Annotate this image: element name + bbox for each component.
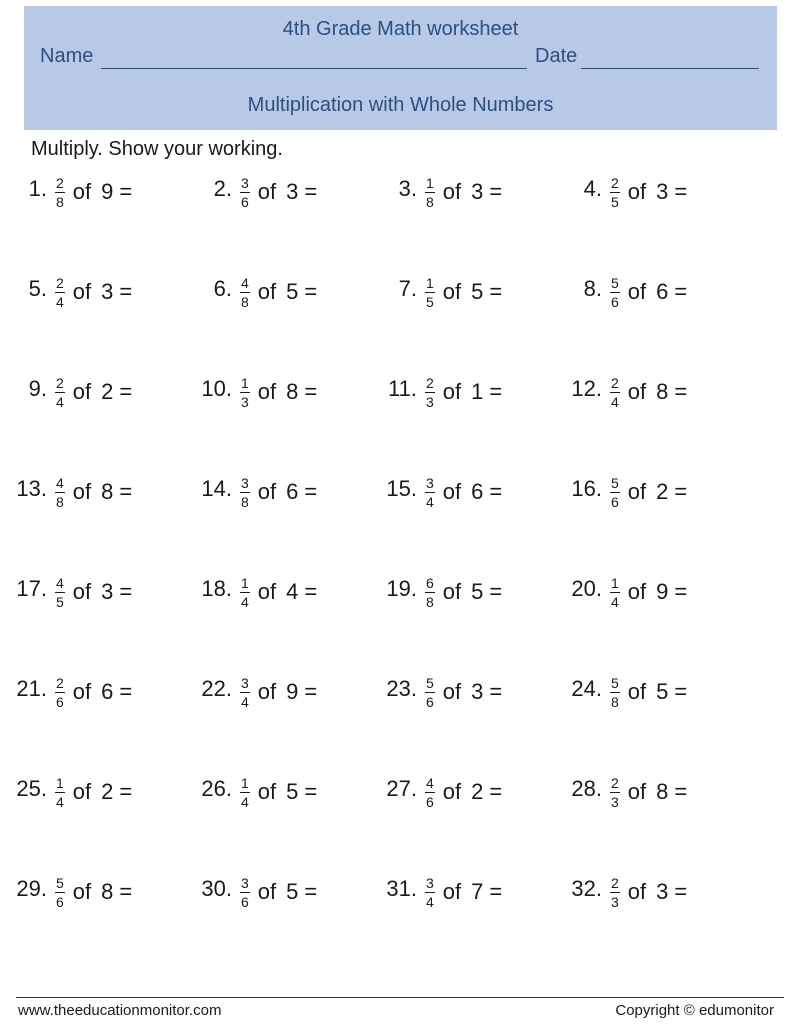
fraction-denominator: 3: [611, 793, 619, 810]
equals-sign: =: [489, 779, 503, 804]
problem-number: 19.: [386, 576, 417, 601]
problem-25: [0, 772, 132, 812]
of-word: of: [442, 479, 462, 504]
fraction-numerator: 1: [611, 574, 619, 591]
equals-sign: =: [489, 879, 503, 904]
problem-number: 3.: [398, 176, 417, 201]
problem-number: 4.: [583, 176, 602, 201]
problem-15: [370, 472, 502, 512]
whole-number: 7: [471, 879, 484, 904]
problem-number: 25.: [16, 776, 47, 801]
fraction: [610, 276, 620, 309]
equals-sign: =: [489, 679, 503, 704]
fraction-numerator: 2: [56, 174, 64, 191]
whole-number: 3: [101, 579, 114, 604]
equals-sign: =: [489, 479, 503, 504]
fraction-numerator: 4: [56, 474, 64, 491]
whole-number: 8: [656, 779, 669, 804]
of-word: of: [442, 579, 462, 604]
problem-5: [0, 272, 132, 312]
fraction-numerator: 2: [56, 274, 64, 291]
fraction-denominator: 4: [426, 893, 434, 910]
fraction-denominator: 6: [426, 693, 434, 710]
problem-22: [185, 672, 317, 712]
problem-number: 1.: [28, 176, 47, 201]
equals-sign: =: [304, 779, 318, 804]
problem-number: 27.: [386, 776, 417, 801]
of-word: of: [627, 779, 647, 804]
fraction-denominator: 4: [241, 693, 249, 710]
fraction-denominator: 5: [426, 293, 434, 310]
whole-number: 8: [101, 879, 114, 904]
problem-number: 7.: [398, 276, 417, 301]
whole-number: 5: [471, 279, 484, 304]
problem-27: [370, 772, 502, 812]
whole-number: 2: [101, 779, 114, 804]
whole-number: 6: [656, 279, 669, 304]
fraction: [425, 476, 435, 509]
whole-number: 9: [101, 179, 114, 204]
fraction: [610, 776, 620, 809]
of-word: of: [72, 179, 92, 204]
of-word: of: [72, 479, 92, 504]
equals-sign: =: [674, 179, 688, 204]
of-word: of: [627, 279, 647, 304]
equals-sign: =: [489, 379, 503, 404]
date-label: Date: [535, 45, 578, 67]
equals-sign: =: [304, 679, 318, 704]
fraction: [610, 376, 620, 409]
fraction-denominator: 4: [426, 493, 434, 510]
problem-3: [370, 172, 502, 212]
problem-number: 11.: [388, 376, 417, 401]
fraction-denominator: 6: [611, 493, 619, 510]
of-word: of: [627, 379, 647, 404]
problem-11: [370, 372, 502, 412]
fraction: [610, 476, 620, 509]
equals-sign: =: [119, 479, 133, 504]
whole-number: 3: [101, 279, 114, 304]
fraction-denominator: 5: [56, 593, 64, 610]
equals-sign: =: [119, 779, 133, 804]
fraction-numerator: 5: [611, 274, 619, 291]
problem-20: [555, 572, 687, 612]
fraction-numerator: 1: [241, 574, 249, 591]
fraction: [55, 176, 65, 209]
problem-9: [0, 372, 132, 412]
whole-number: 3: [471, 179, 484, 204]
problem-18: [185, 572, 317, 612]
fraction-numerator: 2: [56, 674, 64, 691]
fraction-denominator: 4: [241, 593, 249, 610]
fraction-denominator: 4: [56, 293, 64, 310]
equals-sign: =: [304, 379, 318, 404]
problem-28: [555, 772, 687, 812]
fraction: [610, 676, 620, 709]
equals-sign: =: [119, 879, 133, 904]
fraction: [425, 276, 435, 309]
problem-32: [555, 872, 687, 912]
fraction: [240, 576, 250, 609]
fraction: [425, 776, 435, 809]
fraction-numerator: 4: [426, 774, 434, 791]
problem-30: [185, 872, 317, 912]
problem-number: 26.: [201, 776, 232, 801]
problem-17: [0, 572, 132, 612]
fraction-numerator: 2: [611, 774, 619, 791]
problem-number: 10.: [201, 376, 232, 401]
fraction: [425, 676, 435, 709]
problem-number: 6.: [213, 276, 232, 301]
equals-sign: =: [674, 379, 688, 404]
footer-copyright: Copyright © edumonitor: [615, 1002, 774, 1019]
whole-number: 6: [101, 679, 114, 704]
equals-sign: =: [674, 679, 688, 704]
fraction: [55, 376, 65, 409]
fraction-denominator: 8: [56, 193, 64, 210]
problem-29: [0, 872, 132, 912]
fraction-numerator: 3: [241, 174, 249, 191]
fraction-denominator: 6: [56, 893, 64, 910]
fraction-numerator: 1: [426, 274, 434, 291]
fraction: [425, 376, 435, 409]
of-word: of: [442, 779, 462, 804]
whole-number: 5: [656, 679, 669, 704]
whole-number: 9: [286, 679, 299, 704]
problem-number: 30.: [201, 876, 232, 901]
fraction-numerator: 3: [241, 674, 249, 691]
whole-number: 2: [656, 479, 669, 504]
of-word: of: [72, 279, 92, 304]
fraction-denominator: 6: [611, 293, 619, 310]
of-word: of: [442, 279, 462, 304]
equals-sign: =: [119, 279, 133, 304]
problem-number: 24.: [571, 676, 602, 701]
whole-number: 5: [471, 579, 484, 604]
problem-26: [185, 772, 317, 812]
fraction: [240, 776, 250, 809]
equals-sign: =: [304, 279, 318, 304]
name-label: Name: [40, 45, 94, 67]
fraction-numerator: 5: [56, 874, 64, 891]
fraction-denominator: 6: [56, 693, 64, 710]
whole-number: 6: [286, 479, 299, 504]
instructions: Multiply. Show your working.: [31, 138, 283, 160]
fraction: [55, 876, 65, 909]
fraction: [55, 676, 65, 709]
fraction-numerator: 3: [426, 874, 434, 891]
whole-number: 3: [286, 179, 299, 204]
fraction-denominator: 8: [426, 193, 434, 210]
problem-number: 9.: [28, 376, 47, 401]
of-word: of: [627, 579, 647, 604]
problem-23: [370, 672, 502, 712]
fraction: [55, 476, 65, 509]
whole-number: 2: [471, 779, 484, 804]
fraction: [240, 476, 250, 509]
problem-number: 23.: [386, 676, 417, 701]
fraction-numerator: 2: [611, 874, 619, 891]
fraction-denominator: 8: [241, 293, 249, 310]
fraction: [610, 876, 620, 909]
of-word: of: [257, 679, 277, 704]
of-word: of: [627, 479, 647, 504]
fraction-numerator: 5: [426, 674, 434, 691]
equals-sign: =: [489, 179, 503, 204]
fraction-denominator: 6: [241, 193, 249, 210]
fraction: [240, 276, 250, 309]
of-word: of: [442, 879, 462, 904]
problem-14: [185, 472, 317, 512]
fraction-numerator: 3: [241, 474, 249, 491]
worksheet-subtitle: Multiplication with Whole Numbers: [247, 94, 554, 116]
fraction: [55, 576, 65, 609]
problem-number: 29.: [16, 876, 47, 901]
fraction-numerator: 3: [426, 474, 434, 491]
whole-number: 9: [656, 579, 669, 604]
problem-number: 5.: [28, 276, 47, 301]
problem-8: [555, 272, 687, 312]
equals-sign: =: [304, 579, 318, 604]
equals-sign: =: [674, 279, 688, 304]
problem-number: 15.: [386, 476, 417, 501]
fraction-numerator: 1: [56, 774, 64, 791]
equals-sign: =: [674, 879, 688, 904]
whole-number: 2: [101, 379, 114, 404]
equals-sign: =: [304, 179, 318, 204]
fraction: [425, 176, 435, 209]
fraction-denominator: 4: [56, 793, 64, 810]
problem-24: [555, 672, 687, 712]
fraction-numerator: 1: [241, 774, 249, 791]
of-word: of: [72, 779, 92, 804]
fraction-denominator: 6: [426, 793, 434, 810]
problem-13: [0, 472, 132, 512]
problem-1: [0, 172, 132, 212]
fraction-denominator: 4: [611, 593, 619, 610]
fraction-denominator: 4: [56, 393, 64, 410]
fraction-denominator: 5: [611, 193, 619, 210]
whole-number: 8: [286, 379, 299, 404]
fraction-numerator: 4: [241, 274, 249, 291]
fraction-denominator: 3: [241, 393, 249, 410]
of-word: of: [257, 579, 277, 604]
equals-sign: =: [489, 279, 503, 304]
problem-number: 8.: [583, 276, 602, 301]
problem-21: [0, 672, 132, 712]
fraction: [240, 676, 250, 709]
whole-number: 5: [286, 279, 299, 304]
problem-number: 13.: [16, 476, 47, 501]
fraction-denominator: 8: [611, 693, 619, 710]
fraction-denominator: 8: [241, 493, 249, 510]
of-word: of: [72, 879, 92, 904]
problem-number: 32.: [571, 876, 602, 901]
problem-7: [370, 272, 502, 312]
fraction: [55, 776, 65, 809]
problem-12: [555, 372, 687, 412]
equals-sign: =: [674, 579, 688, 604]
problem-19: [370, 572, 502, 612]
equals-sign: =: [304, 479, 318, 504]
problem-6: [185, 272, 317, 312]
equals-sign: =: [674, 479, 688, 504]
whole-number: 8: [656, 379, 669, 404]
whole-number: 5: [286, 879, 299, 904]
fraction: [240, 376, 250, 409]
problem-4: [555, 172, 687, 212]
whole-number: 5: [286, 779, 299, 804]
of-word: of: [257, 779, 277, 804]
of-word: of: [257, 179, 277, 204]
fraction: [240, 176, 250, 209]
problem-number: 2.: [213, 176, 232, 201]
equals-sign: =: [119, 179, 133, 204]
fraction-numerator: 3: [241, 874, 249, 891]
problem-16: [555, 472, 687, 512]
worksheet-title: 4th Grade Math worksheet: [282, 18, 519, 40]
whole-number: 1: [471, 379, 484, 404]
fraction-denominator: 3: [611, 893, 619, 910]
of-word: of: [72, 679, 92, 704]
equals-sign: =: [304, 879, 318, 904]
equals-sign: =: [119, 379, 133, 404]
fraction: [55, 276, 65, 309]
fraction-numerator: 6: [426, 574, 434, 591]
of-word: of: [257, 379, 277, 404]
problem-31: [370, 872, 502, 912]
fraction-numerator: 2: [426, 374, 434, 391]
fraction-numerator: 5: [611, 674, 619, 691]
whole-number: 3: [471, 679, 484, 704]
whole-number: 6: [471, 479, 484, 504]
of-word: of: [72, 579, 92, 604]
fraction-numerator: 1: [426, 174, 434, 191]
fraction: [610, 176, 620, 209]
of-word: of: [442, 679, 462, 704]
of-word: of: [627, 879, 647, 904]
name-line: [101, 68, 527, 69]
fraction-numerator: 2: [611, 174, 619, 191]
problem-number: 12.: [571, 376, 602, 401]
problem-number: 21.: [16, 676, 47, 701]
problem-number: 18.: [201, 576, 232, 601]
fraction-numerator: 1: [241, 374, 249, 391]
footer-website: www.theeducationmonitor.com: [18, 1002, 222, 1019]
of-word: of: [442, 379, 462, 404]
fraction-denominator: 3: [426, 393, 434, 410]
fraction-denominator: 8: [56, 493, 64, 510]
worksheet-header: [24, 6, 777, 130]
fraction: [425, 876, 435, 909]
equals-sign: =: [119, 679, 133, 704]
whole-number: 3: [656, 879, 669, 904]
whole-number: 3: [656, 179, 669, 204]
fraction-numerator: 2: [611, 374, 619, 391]
fraction-denominator: 8: [426, 593, 434, 610]
fraction-denominator: 4: [241, 793, 249, 810]
equals-sign: =: [119, 579, 133, 604]
whole-number: 8: [101, 479, 114, 504]
problem-number: 20.: [571, 576, 602, 601]
problem-number: 28.: [571, 776, 602, 801]
date-line: [581, 68, 759, 69]
fraction-numerator: 4: [56, 574, 64, 591]
fraction: [240, 876, 250, 909]
of-word: of: [442, 179, 462, 204]
problem-number: 22.: [201, 676, 232, 701]
problem-10: [185, 372, 317, 412]
of-word: of: [627, 179, 647, 204]
fraction-denominator: 4: [611, 393, 619, 410]
of-word: of: [257, 279, 277, 304]
of-word: of: [257, 479, 277, 504]
equals-sign: =: [674, 779, 688, 804]
fraction: [610, 576, 620, 609]
fraction: [425, 576, 435, 609]
of-word: of: [72, 379, 92, 404]
whole-number: 4: [286, 579, 299, 604]
of-word: of: [627, 679, 647, 704]
of-word: of: [257, 879, 277, 904]
fraction-denominator: 6: [241, 893, 249, 910]
footer-divider: [16, 997, 784, 998]
fraction-numerator: 5: [611, 474, 619, 491]
problem-2: [185, 172, 317, 212]
problem-number: 17.: [16, 576, 47, 601]
problem-number: 31.: [386, 876, 417, 901]
equals-sign: =: [489, 579, 503, 604]
problem-number: 14.: [201, 476, 232, 501]
problem-number: 16.: [571, 476, 602, 501]
fraction-numerator: 2: [56, 374, 64, 391]
